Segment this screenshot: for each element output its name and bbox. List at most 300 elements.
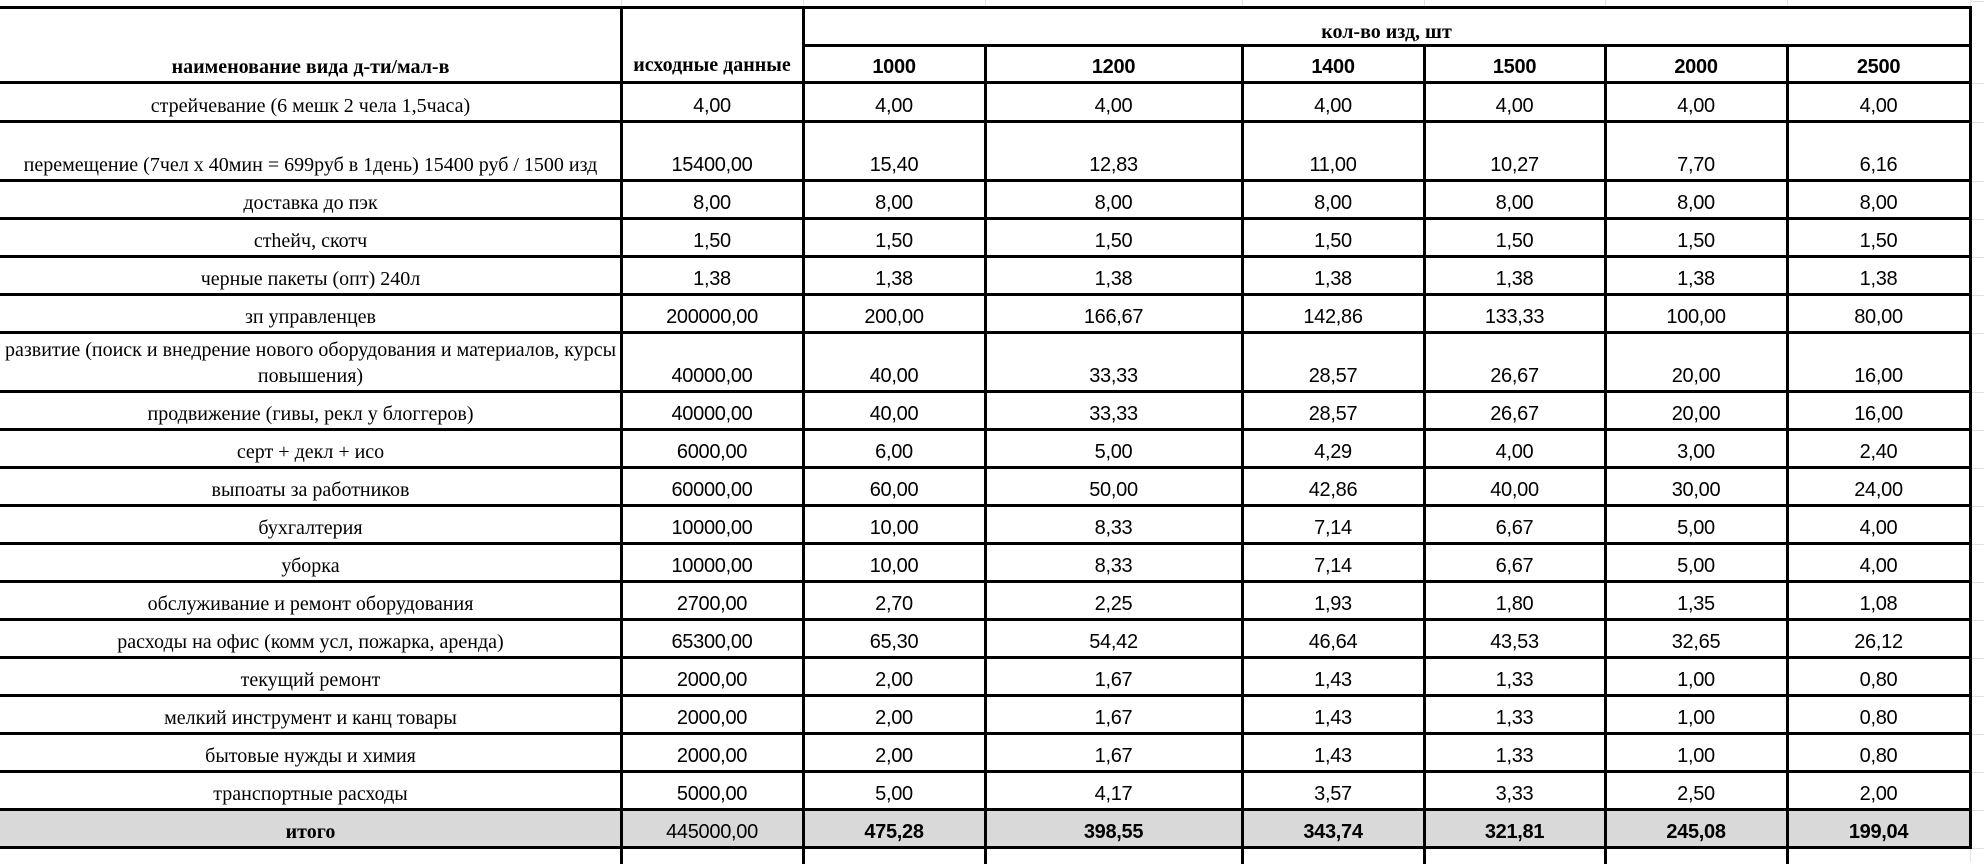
row-name[interactable]	[0, 429, 621, 467]
row-value[interactable]	[1242, 332, 1424, 391]
row-name-text: развитие (поиск и внедрение нового оборудования и материалов, курсы повышения)	[4, 339, 617, 387]
header-qty-1200-text: 1200	[1091, 56, 1136, 78]
row-value[interactable]	[803, 771, 985, 809]
total-value-text: 343,74	[1303, 821, 1363, 843]
row-value-text: 100,00	[1666, 306, 1726, 328]
row-value-text: 1,00	[1677, 745, 1715, 767]
row-value[interactable]	[985, 294, 1242, 332]
sheet-gridline	[1970, 582, 1984, 583]
row-value-text: 8,33	[1094, 517, 1133, 539]
row-value-text: 1,08	[1859, 593, 1898, 615]
row-value-text: 4,00	[1859, 555, 1898, 577]
row-value[interactable]	[985, 543, 1242, 581]
total-value-text: 245,08	[1666, 821, 1726, 843]
row-value[interactable]	[1424, 695, 1605, 733]
row-value-text: 2,50	[1677, 783, 1715, 805]
row-value[interactable]	[1787, 733, 1970, 771]
row-value[interactable]	[1787, 218, 1970, 256]
row-value[interactable]	[1424, 733, 1605, 771]
row-source[interactable]	[621, 733, 803, 771]
row-value-text: 1,33	[1495, 745, 1534, 767]
sheet-gridline	[1970, 295, 1984, 296]
row-value-text: 6,16	[1859, 154, 1898, 176]
row-name-text: зп управленцев	[245, 306, 376, 328]
row-value-text: 5,00	[875, 783, 913, 805]
row-source-text: 65300,00	[671, 631, 753, 653]
row-value[interactable]	[1605, 619, 1787, 657]
row-value-text: 1,50	[1677, 230, 1715, 252]
header-qty-1000[interactable]	[803, 45, 985, 82]
row-value-text: 1,38	[1314, 268, 1352, 290]
row-value-text: 50,00	[1089, 479, 1138, 501]
total-value[interactable]	[1424, 809, 1605, 847]
row-value[interactable]	[1242, 695, 1424, 733]
row-source[interactable]	[621, 121, 803, 180]
row-value-text: 8,00	[1094, 192, 1133, 214]
row-value[interactable]	[1605, 121, 1787, 180]
header-qty-2000[interactable]	[1605, 45, 1787, 82]
row-value-text: 3,33	[1495, 783, 1534, 805]
row-value[interactable]	[1424, 619, 1605, 657]
row-value[interactable]	[1787, 543, 1970, 581]
header-qty-group-text: кол-во изд, шт	[1321, 21, 1452, 43]
total-value-text: 398,55	[1083, 821, 1144, 843]
row-value[interactable]	[803, 294, 985, 332]
row-value-text: 1,38	[1094, 268, 1133, 290]
row-value-text: 4,00	[1094, 95, 1133, 117]
row-name[interactable]	[0, 121, 621, 180]
row-source[interactable]	[621, 429, 803, 467]
row-source-text: 8,00	[693, 192, 731, 214]
row-value[interactable]	[1424, 467, 1605, 505]
row-name-text: стhейч, скотч	[253, 230, 368, 252]
row-value[interactable]	[1787, 429, 1970, 467]
row-name[interactable]	[0, 581, 621, 619]
row-value[interactable]	[985, 180, 1242, 218]
row-source[interactable]	[621, 391, 803, 429]
row-value[interactable]	[1242, 619, 1424, 657]
row-value[interactable]	[1424, 82, 1605, 121]
header-qty-2500[interactable]	[1787, 45, 1970, 82]
row-source[interactable]	[621, 695, 803, 733]
total-value[interactable]	[1787, 809, 1970, 847]
row-value[interactable]	[985, 256, 1242, 294]
row-value[interactable]	[803, 429, 985, 467]
row-value-text: 80,00	[1854, 306, 1903, 328]
row-value-text: 1,33	[1495, 669, 1534, 691]
row-value[interactable]	[985, 429, 1242, 467]
row-value[interactable]	[1424, 391, 1605, 429]
row-value[interactable]	[1787, 391, 1970, 429]
row-name-text: бытовые нужды и химия	[205, 745, 416, 767]
sheet-gridline	[1970, 506, 1984, 507]
row-value-text: 8,33	[1094, 555, 1133, 577]
row-value[interactable]	[1605, 467, 1787, 505]
row-value[interactable]	[1242, 391, 1424, 429]
row-name[interactable]	[0, 619, 621, 657]
row-value-text: 43,53	[1490, 631, 1539, 653]
total-label	[0, 809, 621, 847]
row-value[interactable]	[1424, 771, 1605, 809]
row-source[interactable]	[621, 467, 803, 505]
total-value[interactable]	[985, 809, 1242, 847]
row-name[interactable]	[0, 771, 621, 809]
row-value-text: 65,30	[869, 631, 919, 653]
row-value[interactable]	[1605, 180, 1787, 218]
row-value-text: 8,00	[1677, 192, 1715, 214]
sheet-gridline	[1970, 468, 1984, 469]
row-value-text: 2,00	[875, 745, 913, 767]
row-value[interactable]	[1242, 581, 1424, 619]
row-source[interactable]	[621, 543, 803, 581]
row-value[interactable]	[1242, 733, 1424, 771]
header-qty-1400-text: 1400	[1311, 56, 1355, 78]
row-value[interactable]	[985, 332, 1242, 391]
row-value[interactable]	[1605, 505, 1787, 543]
border-line	[984, 44, 987, 864]
row-value[interactable]	[803, 695, 985, 733]
row-value[interactable]	[985, 657, 1242, 695]
row-value-text: 7,14	[1314, 517, 1352, 539]
total-label-text: итого	[285, 821, 336, 843]
row-source[interactable]	[621, 294, 803, 332]
row-value-text: 166,67	[1083, 306, 1144, 328]
row-value-text: 1,50	[1859, 230, 1898, 252]
row-name[interactable]	[0, 180, 621, 218]
row-name-text: текущий ремонт	[240, 669, 381, 691]
sheet-gridline	[1970, 658, 1984, 659]
border-line	[802, 6, 805, 864]
row-value[interactable]	[1242, 256, 1424, 294]
row-value[interactable]	[985, 619, 1242, 657]
row-value-text: 10,27	[1490, 154, 1539, 176]
sheet-gridline	[1970, 181, 1984, 182]
row-value-text: 40,00	[869, 403, 919, 425]
row-source[interactable]	[621, 180, 803, 218]
row-value[interactable]	[1605, 543, 1787, 581]
row-value-text: 26,67	[1490, 403, 1539, 425]
row-name[interactable]	[0, 256, 621, 294]
row-value-text: 2,00	[875, 707, 913, 729]
row-value-text: 40,00	[869, 365, 919, 387]
row-source[interactable]	[621, 505, 803, 543]
row-value[interactable]	[1787, 505, 1970, 543]
row-value-text: 1,38	[1495, 268, 1534, 290]
row-value[interactable]	[1242, 82, 1424, 121]
sheet-gridline	[1970, 392, 1984, 393]
row-value[interactable]	[1424, 332, 1605, 391]
row-value[interactable]	[1242, 121, 1424, 180]
row-name-text: выпоаты за работников	[211, 479, 410, 501]
row-value[interactable]	[985, 505, 1242, 543]
row-source-text: 2000,00	[676, 669, 748, 691]
row-name-text: серт + декл + исо	[236, 441, 385, 463]
row-value[interactable]	[985, 771, 1242, 809]
border-line	[802, 44, 1972, 47]
total-value[interactable]	[1605, 809, 1787, 847]
row-value-text: 142,86	[1303, 306, 1363, 328]
sheet-gridline	[1970, 257, 1984, 258]
row-value[interactable]	[803, 505, 985, 543]
row-name-text: бухгалтерия	[258, 517, 363, 539]
row-value-text: 4,00	[1495, 95, 1534, 117]
row-value-text: 1,67	[1094, 745, 1133, 767]
row-value[interactable]	[1787, 332, 1970, 391]
header-source-text: исходные данные	[633, 54, 791, 76]
sheet-gridline	[1970, 1, 1984, 2]
row-name[interactable]	[0, 543, 621, 581]
row-value[interactable]	[803, 218, 985, 256]
row-value-text: 32,65	[1671, 631, 1721, 653]
header-qty-2000-text: 2000	[1674, 56, 1718, 78]
row-value-text: 8,00	[875, 192, 913, 214]
row-name[interactable]	[0, 332, 621, 391]
row-source[interactable]	[621, 256, 803, 294]
row-value-text: 7,70	[1677, 154, 1715, 176]
row-value[interactable]	[1605, 391, 1787, 429]
total-value[interactable]	[803, 809, 985, 847]
row-value[interactable]	[1605, 429, 1787, 467]
row-source-text: 40000,00	[671, 365, 753, 387]
row-value[interactable]	[1424, 294, 1605, 332]
row-value-text: 1,43	[1314, 707, 1352, 729]
row-value-text: 24,00	[1854, 479, 1903, 501]
row-value-text: 1,50	[1495, 230, 1534, 252]
row-value[interactable]	[1424, 657, 1605, 695]
row-name-text: расходы на офис (комм усл, пожарка, аренда)	[117, 631, 504, 653]
row-name-text: продвижение (гивы, рекл у блоггеров)	[147, 403, 474, 425]
row-value-text: 4,00	[1859, 517, 1898, 539]
sheet-gridline	[1970, 772, 1984, 773]
row-value-text: 20,00	[1671, 365, 1721, 387]
row-value-text: 20,00	[1671, 403, 1721, 425]
row-value[interactable]	[1787, 467, 1970, 505]
row-value[interactable]	[1605, 82, 1787, 121]
row-value-text: 46,64	[1308, 631, 1358, 653]
row-value[interactable]	[1605, 771, 1787, 809]
row-name[interactable]	[0, 294, 621, 332]
row-value[interactable]	[1424, 429, 1605, 467]
row-value-text: 1,35	[1677, 593, 1715, 615]
row-name[interactable]	[0, 695, 621, 733]
row-value[interactable]	[1787, 771, 1970, 809]
row-source[interactable]	[621, 332, 803, 391]
row-source-text: 200000,00	[666, 306, 758, 328]
row-value[interactable]	[1424, 581, 1605, 619]
header-qty-1200[interactable]	[985, 45, 1242, 82]
total-value-text: 321,81	[1484, 821, 1545, 843]
row-value-text: 2,40	[1859, 441, 1898, 463]
row-source-text: 1,38	[693, 268, 731, 290]
row-name[interactable]	[0, 82, 621, 121]
sheet-gridline	[1970, 544, 1984, 545]
row-value[interactable]	[803, 733, 985, 771]
row-value-text: 3,00	[1677, 441, 1715, 463]
sheet-gridline	[1970, 219, 1984, 220]
sheet-gridline	[1970, 333, 1984, 334]
header-name-text: наименование вида д-ти/мал-в	[171, 56, 450, 78]
row-value[interactable]	[1242, 771, 1424, 809]
row-value[interactable]	[803, 543, 985, 581]
row-source-text: 2700,00	[676, 593, 748, 615]
row-value[interactable]	[1242, 657, 1424, 695]
row-source-text: 2000,00	[676, 745, 748, 767]
row-value-text: 5,00	[1094, 441, 1133, 463]
row-value[interactable]	[1424, 121, 1605, 180]
row-value[interactable]	[985, 121, 1242, 180]
row-value[interactable]	[985, 695, 1242, 733]
row-name[interactable]	[0, 391, 621, 429]
row-value[interactable]	[1424, 180, 1605, 218]
row-source[interactable]	[621, 581, 803, 619]
row-value[interactable]	[1605, 256, 1787, 294]
row-value[interactable]	[803, 180, 985, 218]
row-source[interactable]	[621, 619, 803, 657]
row-value[interactable]	[985, 82, 1242, 121]
row-value-text: 10,00	[869, 555, 919, 577]
row-value[interactable]	[1787, 294, 1970, 332]
row-value[interactable]	[803, 332, 985, 391]
row-value-text: 15,40	[869, 154, 919, 176]
row-value[interactable]	[1424, 543, 1605, 581]
row-value-text: 8,00	[1314, 192, 1352, 214]
row-value-text: 133,33	[1484, 306, 1545, 328]
row-source[interactable]	[621, 218, 803, 256]
row-value[interactable]	[1605, 695, 1787, 733]
row-value[interactable]	[1787, 121, 1970, 180]
row-name[interactable]	[0, 733, 621, 771]
header-qty-1500-text: 1500	[1492, 56, 1537, 78]
row-value[interactable]	[985, 581, 1242, 619]
row-value-text: 200,00	[864, 306, 924, 328]
row-value-text: 5,00	[1677, 517, 1715, 539]
row-name-text: доставка до пэк	[243, 192, 378, 214]
row-value-text: 2,00	[1859, 783, 1898, 805]
row-source[interactable]	[621, 657, 803, 695]
row-value[interactable]	[1242, 429, 1424, 467]
row-value[interactable]	[1424, 256, 1605, 294]
total-source[interactable]	[621, 809, 803, 847]
row-value-text: 42,86	[1308, 479, 1358, 501]
row-value-text: 2,70	[875, 593, 913, 615]
row-value[interactable]	[1605, 657, 1787, 695]
row-value-text: 6,67	[1495, 517, 1534, 539]
row-value-text: 11,00	[1309, 154, 1357, 176]
row-name[interactable]	[0, 657, 621, 695]
row-value-text: 0,80	[1859, 745, 1898, 767]
row-value[interactable]	[803, 121, 985, 180]
header-source	[621, 7, 803, 82]
row-value[interactable]	[1787, 657, 1970, 695]
row-value-text: 60,00	[869, 479, 919, 501]
header-qty-2500-text: 2500	[1856, 56, 1901, 78]
row-value[interactable]	[1787, 180, 1970, 218]
row-value[interactable]	[1242, 505, 1424, 543]
row-value[interactable]	[1787, 695, 1970, 733]
row-value-text: 3,57	[1314, 783, 1352, 805]
row-value[interactable]	[1605, 733, 1787, 771]
row-value[interactable]	[803, 619, 985, 657]
row-value-text: 16,00	[1854, 403, 1903, 425]
row-value[interactable]	[985, 467, 1242, 505]
row-value-text: 1,50	[1094, 230, 1133, 252]
row-value-text: 7,14	[1314, 555, 1352, 577]
row-value[interactable]	[985, 733, 1242, 771]
row-value[interactable]	[1605, 218, 1787, 256]
row-value[interactable]	[1605, 294, 1787, 332]
total-value-text: 475,28	[864, 821, 924, 843]
header-qty-1400[interactable]	[1242, 45, 1424, 82]
row-value-text: 1,33	[1495, 707, 1534, 729]
row-name[interactable]	[0, 505, 621, 543]
row-value[interactable]	[803, 82, 985, 121]
row-value-text: 1,43	[1314, 669, 1352, 691]
row-value[interactable]	[1787, 619, 1970, 657]
row-name[interactable]	[0, 218, 621, 256]
row-value[interactable]	[803, 657, 985, 695]
header-qty-group	[803, 7, 1970, 45]
row-value-text: 40,00	[1490, 479, 1539, 501]
row-value[interactable]	[1242, 218, 1424, 256]
row-source-text: 6000,00	[676, 441, 748, 463]
total-value[interactable]	[1242, 809, 1424, 847]
row-value[interactable]	[1787, 82, 1970, 121]
row-value[interactable]	[1242, 180, 1424, 218]
row-value-text: 16,00	[1854, 365, 1903, 387]
row-value[interactable]	[1242, 294, 1424, 332]
row-value[interactable]	[1242, 467, 1424, 505]
row-value[interactable]	[803, 467, 985, 505]
row-value-text: 8,00	[1495, 192, 1534, 214]
row-value[interactable]	[985, 391, 1242, 429]
row-source[interactable]	[621, 771, 803, 809]
row-source-text: 5000,00	[676, 783, 748, 805]
row-value-text: 1,80	[1495, 593, 1534, 615]
row-value[interactable]	[1787, 581, 1970, 619]
row-source-text: 2000,00	[676, 707, 748, 729]
total-source-text: 445000,00	[666, 821, 758, 843]
sheet-gridline	[1970, 122, 1984, 123]
header-qty-1500[interactable]	[1424, 45, 1605, 82]
row-value[interactable]	[803, 581, 985, 619]
row-value[interactable]	[1605, 332, 1787, 391]
row-value[interactable]	[1242, 543, 1424, 581]
row-value-text: 4,00	[1677, 95, 1715, 117]
border-line	[1969, 6, 1972, 849]
row-value-text: 1,67	[1094, 707, 1133, 729]
row-value[interactable]	[1424, 505, 1605, 543]
row-source-text: 60000,00	[671, 479, 753, 501]
total-value-text: 199,04	[1848, 821, 1909, 843]
header-name	[0, 7, 621, 82]
row-source-text: 15400,00	[671, 154, 753, 176]
row-value[interactable]	[1605, 581, 1787, 619]
row-value[interactable]	[803, 391, 985, 429]
row-value-text: 1,43	[1314, 745, 1352, 767]
border-line	[1241, 44, 1244, 864]
row-value[interactable]	[803, 256, 985, 294]
row-source-text: 10000,00	[671, 555, 753, 577]
row-value[interactable]	[1424, 218, 1605, 256]
row-name[interactable]	[0, 467, 621, 505]
row-value-text: 8,00	[1859, 192, 1898, 214]
row-value-text: 1,67	[1094, 669, 1133, 691]
row-value-text: 26,67	[1490, 365, 1539, 387]
row-source[interactable]	[621, 82, 803, 121]
row-value[interactable]	[985, 218, 1242, 256]
row-value[interactable]	[1787, 256, 1970, 294]
row-value-text: 1,00	[1677, 707, 1715, 729]
